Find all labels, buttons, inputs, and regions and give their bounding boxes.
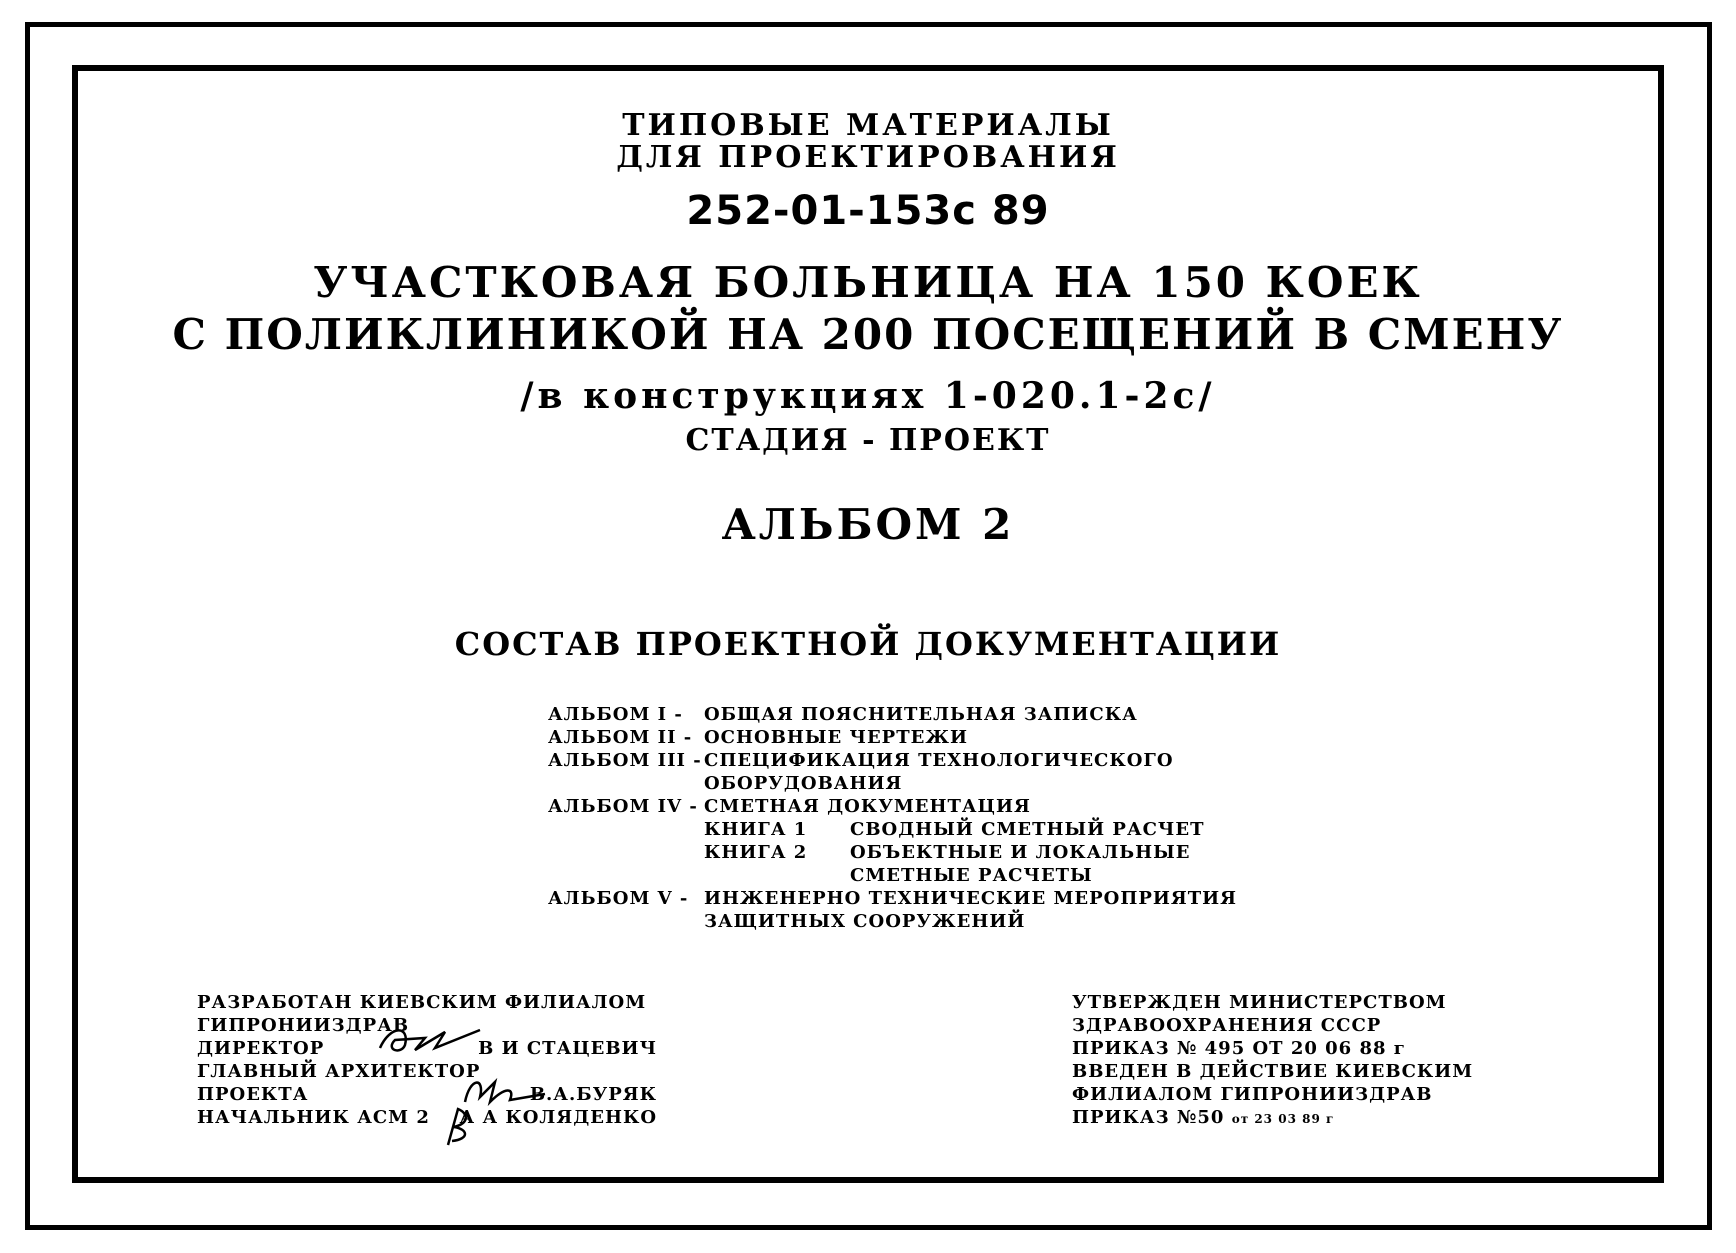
order-number: ПРИКАЗ №50	[1072, 1107, 1225, 1128]
head-row	[197, 1107, 657, 1130]
approval-line: ЗДРАВООХРАНЕНИЯ СССР	[1072, 1015, 1382, 1036]
series-line-2: ДЛЯ ПРОЕКТИРОВАНИЯ	[616, 140, 1120, 175]
album-number: АЛЬБОМ V -	[548, 888, 689, 909]
stage-label: СТАДИЯ - ПРОЕКТ	[685, 423, 1051, 458]
book-title-continued: СМЕТНЫЕ РАСЧЕТЫ	[850, 865, 1093, 886]
album-title: ИНЖЕНЕРНО ТЕХНИЧЕСКИЕ МЕРОПРИЯТИЯ	[704, 888, 1238, 909]
director-role: ДИРЕКТОР	[197, 1038, 325, 1059]
approval-block	[1072, 992, 1473, 1130]
developer-line: РАЗРАБОТАН КИЕВСКИМ ФИЛИАЛОМ	[197, 992, 647, 1013]
chief-row-2	[197, 1084, 657, 1107]
book-title: ОБЪЕКТНЫЕ И ЛОКАЛЬНЫЕ	[850, 842, 1191, 863]
developer-block	[197, 992, 657, 1130]
book-number: КНИГА 1	[704, 819, 808, 840]
title-line-2: С ПОЛИКЛИНИКОЙ НА 200 ПОСЕЩЕНИЙ В СМЕНУ	[172, 310, 1564, 359]
chief-name: В.А.БУРЯК	[529, 1084, 657, 1105]
title-line-1: УЧАСТКОВАЯ БОЛЬНИЦА НА 150 КОЕК	[313, 258, 1423, 307]
album-title-continued: ЗАЩИТНЫХ СООРУЖЕНИЙ	[704, 911, 1026, 932]
approval-line: ВВЕДЕН В ДЕЙСТВИЕ КИЕВСКИМ	[1072, 1061, 1474, 1082]
album-title: ОСНОВНЫЕ ЧЕРТЕЖИ	[704, 727, 968, 748]
approval-line	[1072, 1107, 1473, 1130]
album-label: АЛЬБОМ 2	[721, 500, 1015, 549]
book-number: КНИГА 2	[704, 842, 808, 863]
developer-line: ГИПРОНИИЗДРАВ	[197, 1015, 410, 1036]
approval-line: УТВЕРЖДЕН МИНИСТЕРСТВОМ	[1072, 992, 1447, 1013]
album-number: АЛЬБОМ III -	[548, 750, 702, 771]
chief-role-continued: ПРОЕКТА	[197, 1084, 309, 1105]
head-signature	[440, 1105, 480, 1147]
head-role: НАЧАЛЬНИК АСМ 2	[197, 1107, 430, 1128]
album-title: СМЕТНАЯ ДОКУМЕНТАЦИЯ	[704, 796, 1031, 817]
constructions-note: /в конструкциях 1-020.1-2с/	[520, 375, 1216, 417]
album-number: АЛЬБОМ IV -	[548, 796, 698, 817]
album-number: АЛЬБОМ I -	[548, 704, 683, 725]
contents-heading: СОСТАВ ПРОЕКТНОЙ ДОКУМЕНТАЦИИ	[454, 625, 1282, 663]
approval-line: ФИЛИАЛОМ ГИПРОНИИЗДРАВ	[1072, 1084, 1433, 1105]
album-title: СПЕЦИФИКАЦИЯ ТЕХНОЛОГИЧЕСКОГО	[704, 750, 1174, 771]
album-number: АЛЬБОМ II -	[548, 727, 693, 748]
order-date: от 23 03 89 г	[1231, 1112, 1335, 1126]
approval-line: ПРИКАЗ № 495 ОТ 20 06 88 г	[1072, 1038, 1406, 1059]
director-signature	[375, 1020, 485, 1060]
director-name: В И СТАЦЕВИЧ	[478, 1038, 657, 1059]
chief-row	[197, 1061, 657, 1084]
book-title: СВОДНЫЙ СМЕТНЫЙ РАСЧЕТ	[850, 819, 1205, 840]
head-name: А А КОЛЯДЕНКО	[459, 1107, 657, 1128]
album-title: ОБЩАЯ ПОЯСНИТЕЛЬНАЯ ЗАПИСКА	[704, 704, 1138, 725]
album-title-continued: ОБОРУДОВАНИЯ	[704, 773, 903, 794]
series-line-1: ТИПОВЫЕ МАТЕРИАЛЫ	[622, 108, 1114, 143]
chief-role: ГЛАВНЫЙ АРХИТЕКТОР	[197, 1061, 481, 1082]
project-code: 252-01-153с 89	[686, 188, 1050, 234]
